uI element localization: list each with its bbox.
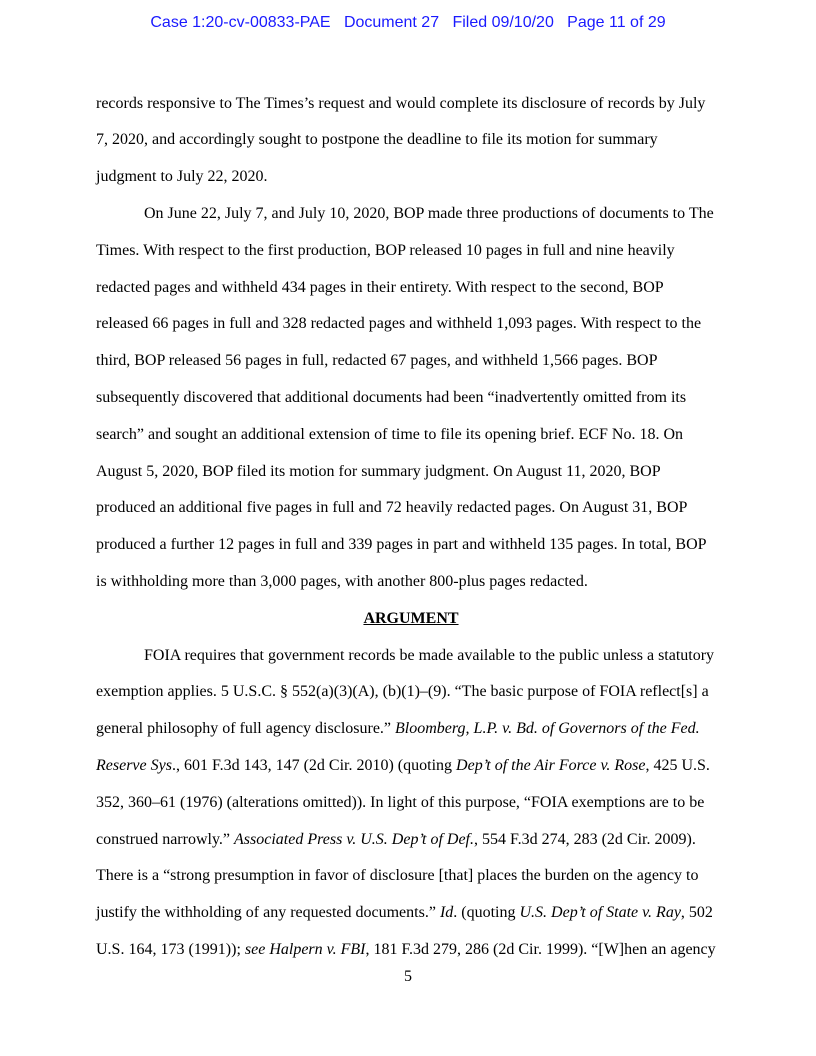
text-segment: produced an additional five pages in full and 72 heavily redacted pages. On August 31, BOP xyxy=(96,499,688,517)
text-line xyxy=(96,785,726,822)
text-segment: , 502 xyxy=(680,904,713,922)
case-citation: Bloomberg, L.P. v. Bd. of Governors of the Fed. xyxy=(395,720,700,738)
case-header-stamp: Case 1:20-cv-00833-PAE Document 27 Filed 09/10/20 Page 11 of 29 xyxy=(150,14,666,31)
text-line xyxy=(96,858,726,895)
text-line xyxy=(96,306,726,343)
text-line xyxy=(96,527,726,564)
text-segment: produced a further 12 pages in full and 339 pages in part and withheld 135 pages. In total, BOP xyxy=(96,536,707,554)
text-line xyxy=(96,270,726,307)
text-segment: justify the withholding of any requested documents.” xyxy=(96,904,440,922)
text-segment: released 66 pages in full and 328 redacted pages and withheld 1,093 pages. With respect to the xyxy=(96,315,702,333)
text-segment: , 425 U.S. xyxy=(645,756,710,774)
text-segment: 352, 360–61 (1976) (alterations omitted)). In light of this purpose, “FOIA exemptions are to be xyxy=(96,793,705,811)
text-segment: Times. With respect to the first production, BOP released 10 pages in full and nine heavily xyxy=(96,241,675,259)
case-citation: Associated Press v. U.S. Dep’t of Def. xyxy=(234,830,474,848)
text-line xyxy=(96,895,726,932)
text-line xyxy=(96,417,726,454)
text-segment: . (quoting xyxy=(453,904,520,922)
text-segment: There is a “strong presumption in favor of disclosure [that] places the burden on the agency to xyxy=(96,867,699,885)
text-segment: 7, 2020, and accordingly sought to postpone the deadline to file its motion for summary xyxy=(96,131,658,149)
text-line xyxy=(96,490,726,527)
text-segment: subsequently discovered that additional documents had been “inadvertently omitted from its xyxy=(96,388,687,406)
text-line xyxy=(96,159,726,196)
text-line xyxy=(96,454,726,491)
text-segment: construed narrowly.” xyxy=(96,830,235,848)
text-segment: U.S. 164, 173 (1991)); xyxy=(96,940,245,958)
section-heading xyxy=(96,601,726,638)
case-citation: U.S. Dep’t of State v. Ray xyxy=(519,904,681,922)
text-line xyxy=(96,638,726,675)
text-line xyxy=(96,122,726,159)
text-line xyxy=(96,674,726,711)
text-segment: records responsive to The Times’s request and would complete its disclosure of records by July xyxy=(96,94,706,112)
case-citation: Id xyxy=(439,904,454,922)
text-segment: is withholding more than 3,000 pages, with another 800-plus pages redacted. xyxy=(96,572,588,590)
case-citation: see Halpern v. FBI xyxy=(244,940,366,958)
text-segment: , 554 F.3d 274, 283 (2d Cir. 2009). xyxy=(473,830,696,848)
text-line xyxy=(96,932,726,969)
text-segment: search” and sought an additional extension of time to file its opening brief. ECF No. 18. On xyxy=(96,425,683,443)
text-line xyxy=(96,822,726,859)
text-segment: , 181 F.3d 279, 286 (2d Cir. 1999). “[W]hen an agency xyxy=(365,940,716,958)
page-number: 5 xyxy=(404,968,412,985)
case-citation: Reserve Sys xyxy=(96,756,172,774)
text-segment: FOIA requires that government records be made available to the public unless a statutory xyxy=(144,646,715,664)
case-citation: Dep’t of the Air Force v. Rose xyxy=(456,756,646,774)
text-segment: redacted pages and withheld 434 pages in their entirety. With respect to the second, BOP xyxy=(96,278,664,296)
text-segment: August 5, 2020, BOP filed its motion for summary judgment. On August 11, 2020, BOP xyxy=(96,462,661,480)
text-line xyxy=(96,748,726,785)
text-line xyxy=(96,196,726,233)
text-segment: third, BOP released 56 pages in full, redacted 67 pages, and withheld 1,566 pages. BOP xyxy=(96,352,658,370)
document-body xyxy=(96,86,726,969)
text-segment: judgment to July 22, 2020. xyxy=(96,168,268,186)
text-line xyxy=(96,233,726,270)
text-segment: ARGUMENT xyxy=(363,609,459,627)
text-segment: ., 601 F.3d 143, 147 (2d Cir. 2010) (quoting xyxy=(171,756,457,774)
text-segment: exemption applies. 5 U.S.C. § 552(a)(3)(A), (b)(1)–(9). “The basic purpose of FOIA reflect[s] a xyxy=(96,683,709,701)
text-segment: On June 22, July 7, and July 10, 2020, BOP made three productions of documents to The xyxy=(144,204,714,222)
text-line xyxy=(96,564,726,601)
text-line xyxy=(96,711,726,748)
text-line xyxy=(96,86,726,123)
text-segment: general philosophy of full agency disclosure.” xyxy=(96,720,396,738)
text-line xyxy=(96,343,726,380)
text-line xyxy=(96,380,726,417)
